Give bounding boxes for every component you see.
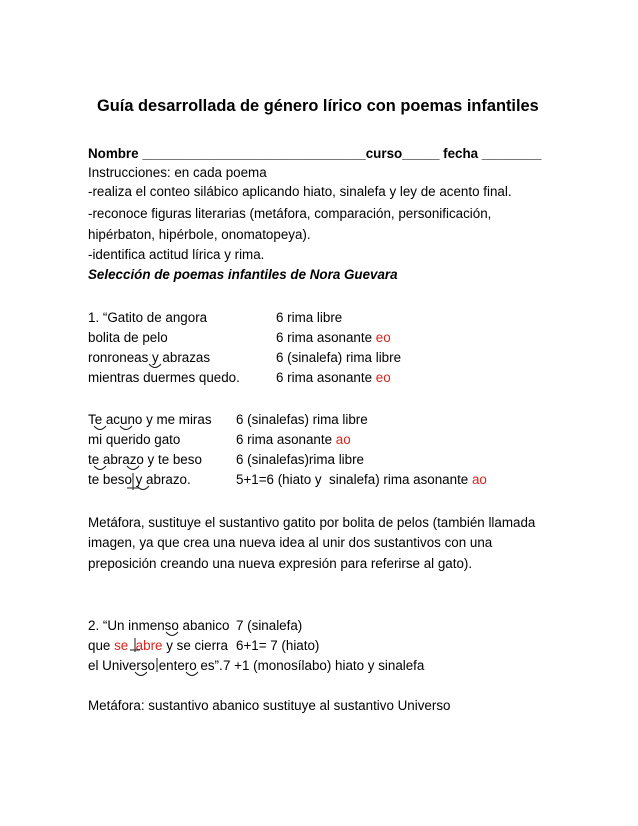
- poem1-analysis: [236, 411, 368, 429]
- selection-title: Selección de poemas infantiles de Nora Guevara: [88, 267, 398, 282]
- metaphor-paragraph-line: imagen, ya que crea una nueva idea al unir dos sustantivos con una: [88, 535, 493, 550]
- poem1-verse: te beso y abrazo.: [88, 472, 191, 487]
- analysis-text: 6 (sinalefas)rima libre: [236, 452, 364, 467]
- analysis-text: 5+1=6 (hiato y sinalefa) rima asonante: [236, 472, 472, 487]
- poem1-verse: mientras duermes quedo.: [88, 370, 240, 385]
- analysis-text: 6 rima libre: [276, 310, 343, 325]
- poem1-verse: te abrazo y te beso: [88, 452, 202, 467]
- analysis-text: 6 rima asonante: [276, 330, 376, 345]
- poem1-analysis: [276, 309, 342, 327]
- poem1-analysis: [276, 329, 391, 347]
- analysis-text: 6 (sinalefa) rima libre: [276, 350, 402, 365]
- poem1-analysis: [276, 349, 401, 367]
- rhyme-highlight: ao: [471, 472, 487, 487]
- poem1-verse: bolita de pelo: [88, 330, 168, 345]
- analysis-text: 6 (sinalefas) rima libre: [236, 412, 368, 427]
- poem1-analysis: [236, 431, 351, 449]
- poem2-verse: que se abre y se cierra: [88, 638, 228, 653]
- poem2-verse: el Universo entero es”.: [88, 658, 223, 673]
- poem1-verse: mi querido gato: [88, 432, 181, 447]
- poem1-verse: Te acuno y me miras: [88, 412, 212, 427]
- poem1-analysis: [276, 369, 391, 387]
- poem2-analysis: 7 (sinalefa): [236, 618, 303, 633]
- instructions-line: -realiza el conteo silábico aplicando hiato, sinalefa y ley de acento final.: [88, 184, 512, 199]
- poem1-analysis: [236, 471, 487, 489]
- metaphor-paragraph-line: preposición creando una nueva expresión para referirse al gato).: [88, 556, 473, 571]
- metaphor-paragraph-line: Metáfora: sustantivo abanico sustituye al sustantivo Universo: [88, 698, 451, 713]
- rhyme-highlight: ao: [335, 432, 351, 447]
- page-title: Guía desarrollada de género lírico con poemas infantiles: [97, 97, 539, 115]
- metaphor-paragraph-line: Metáfora, sustituye el sustantivo gatito por bolita de pelos (también llamada: [88, 515, 536, 530]
- name-course-date-line: Nombre ______________________________curso_____ fecha ________: [88, 146, 542, 161]
- analysis-text: 6 rima asonante: [236, 432, 336, 447]
- poem1-verse: 1. “Gatito de angora: [88, 310, 208, 325]
- rhyme-highlight: eo: [375, 330, 391, 345]
- rhyme-highlight: eo: [375, 370, 391, 385]
- poem2-analysis: 7 +1 (monosílabo) hiato y sinalefa: [223, 658, 425, 673]
- poem2-verse: 2. “Un inmenso abanico: [88, 618, 230, 633]
- sinalefa-highlight: se: [114, 638, 129, 653]
- poem2-analysis: 6+1= 7 (hiato): [236, 638, 320, 653]
- analysis-text: 6 rima asonante: [276, 370, 376, 385]
- poem1-analysis: [236, 451, 364, 469]
- poem1-verse: ronroneas y abrazas: [88, 350, 211, 365]
- sinalefa-highlight: abre: [135, 638, 163, 653]
- instructions-line: -reconoce figuras literarias (metáfora, comparación, personificación,: [88, 206, 492, 221]
- instructions-line: Instrucciones: en cada poema: [88, 165, 267, 180]
- instructions-line: -identifica actitud lírica y rima.: [88, 247, 265, 262]
- instructions-line: hipérbaton, hipérbole, onomatopeya).: [88, 227, 311, 242]
